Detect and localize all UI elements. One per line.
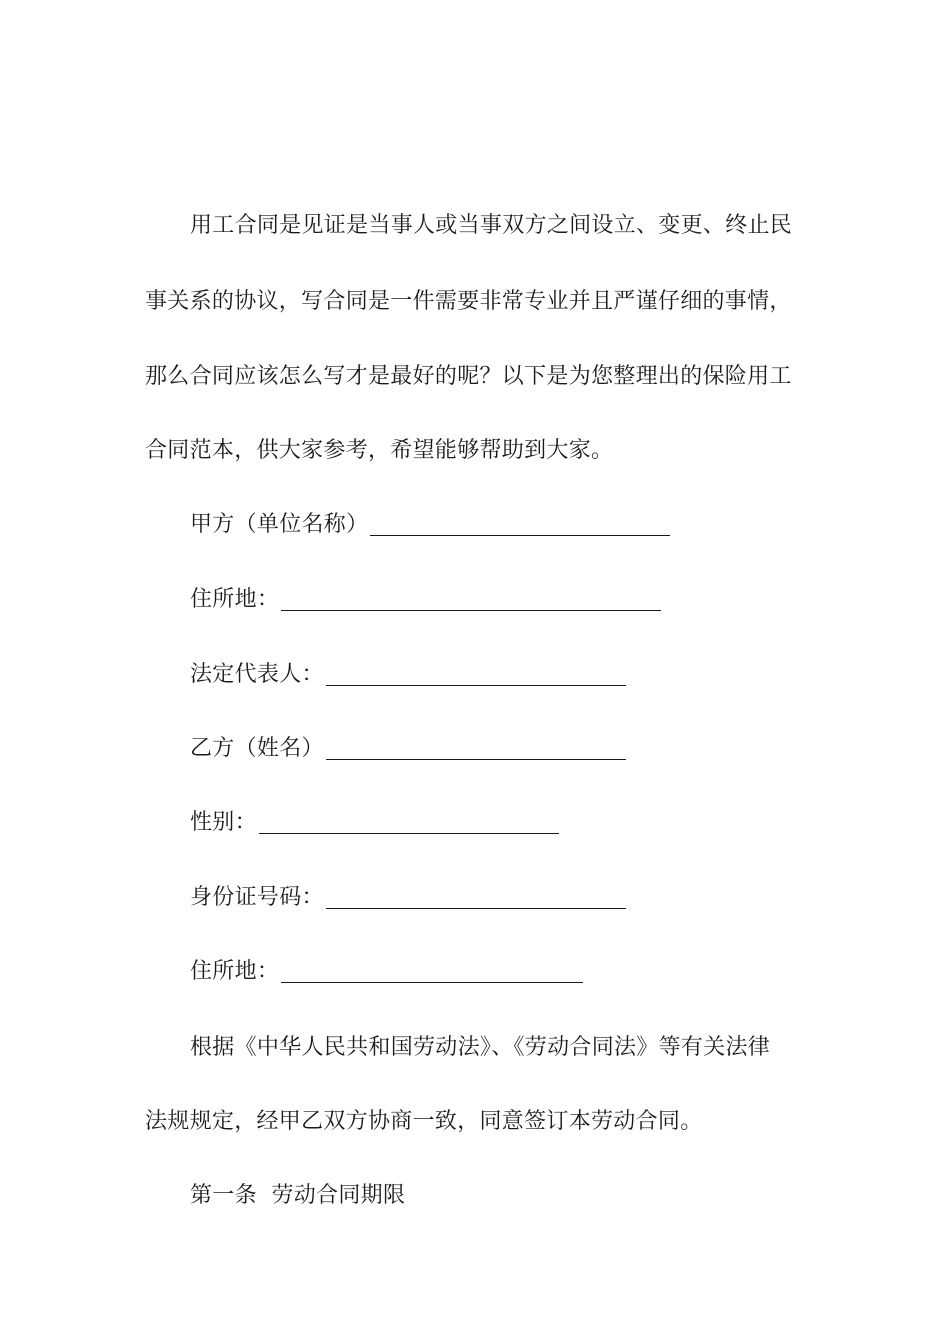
id-number-field bbox=[190, 883, 626, 913]
article-1-title: 第一条 劳动合同期限 bbox=[190, 1183, 406, 1208]
gender-label: 性别： bbox=[190, 810, 257, 835]
legal-basis-line-1: 根据《中华人民共和国劳动法》、《劳动合同法》等有关法律 bbox=[190, 1035, 771, 1060]
party-b-address-field bbox=[190, 957, 583, 987]
party-a-address-label: 住所地： bbox=[190, 587, 280, 612]
intro-paragraph-line-3: 那么合同应该怎么写才是最好的呢？以下是为您整理出的保险用工 bbox=[145, 364, 792, 389]
party-a-address-blank[interactable] bbox=[281, 588, 661, 611]
party-b-name-field bbox=[190, 734, 626, 764]
party-b-name-blank[interactable] bbox=[326, 737, 626, 760]
party-b-address-label: 住所地： bbox=[190, 959, 280, 984]
legal-rep-blank[interactable] bbox=[326, 663, 626, 686]
party-b-address-blank[interactable] bbox=[281, 960, 583, 983]
intro-paragraph-line-2: 事关系的协议，写合同是一件需要非常专业并且严谨仔细的事情， bbox=[145, 289, 792, 314]
intro-paragraph-line-1: 用工合同是见证是当事人或当事双方之间设立、变更、终止民 bbox=[190, 213, 793, 238]
id-number-blank[interactable] bbox=[326, 886, 626, 909]
legal-rep-field bbox=[190, 660, 626, 690]
party-a-address-field bbox=[190, 585, 661, 615]
party-a-name-label: 甲方（单位名称） bbox=[190, 512, 369, 537]
party-a-name-blank[interactable] bbox=[370, 513, 670, 536]
legal-basis-line-2: 法规规定，经甲乙双方协商一致，同意签订本劳动合同。 bbox=[145, 1109, 703, 1134]
intro-paragraph-line-4: 合同范本，供大家参考，希望能够帮助到大家。 bbox=[145, 438, 614, 463]
id-number-label: 身份证号码： bbox=[190, 885, 324, 910]
party-a-name-field bbox=[190, 510, 670, 540]
party-b-name-label: 乙方（姓名） bbox=[190, 736, 324, 761]
legal-rep-label: 法定代表人： bbox=[190, 662, 324, 687]
gender-field bbox=[190, 808, 559, 838]
gender-blank[interactable] bbox=[259, 811, 559, 834]
